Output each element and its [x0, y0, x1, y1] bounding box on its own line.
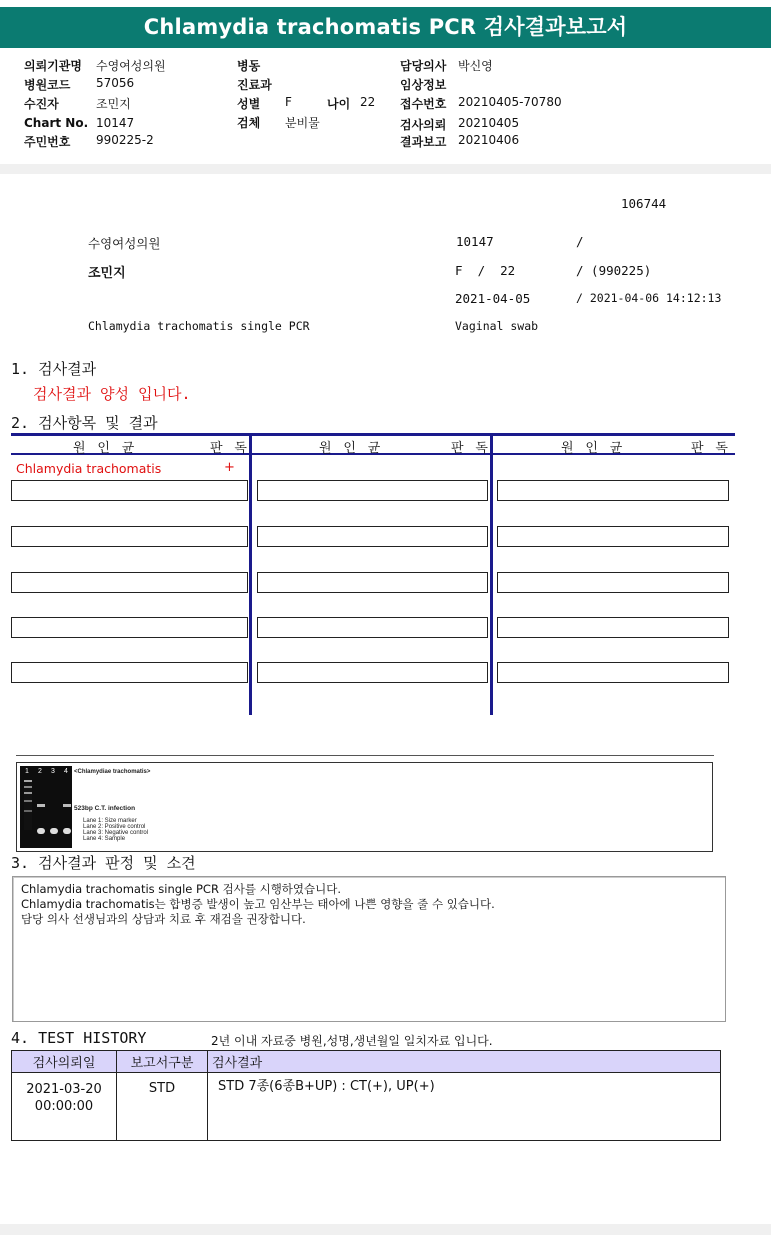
opinion-line: Chlamydia trachomatis single PCR 검사를 시행하였습니다.	[21, 882, 342, 896]
code-value: 57056	[96, 76, 135, 90]
empty-cell	[497, 617, 729, 638]
gel-band-label: 523bp C.T. infection	[74, 805, 136, 812]
col-organism-1: 원 인 균	[73, 441, 137, 456]
hospital-label: 의뢰기관명	[24, 59, 82, 73]
gel-legend-4: Lane 4: Sample	[83, 836, 126, 842]
age-value: 22	[360, 95, 376, 109]
summary-chart: 10147	[456, 234, 494, 249]
organism-result: +	[224, 460, 235, 475]
grid-top-line	[11, 433, 735, 436]
id-label: 주민번호	[24, 135, 71, 149]
lane-number: 1	[25, 768, 29, 775]
empty-cell	[497, 572, 729, 593]
opinion-box	[12, 876, 726, 1022]
summary-slash: /	[576, 234, 584, 249]
col-judgement-2: 판 독	[451, 441, 490, 456]
history-result: STD 7종(6종B+UP) : CT(+), UP(+)	[208, 1073, 721, 1141]
request-value: 20210405	[458, 116, 520, 130]
empty-cell	[497, 526, 729, 547]
summary-sample: Vaginal swab	[455, 319, 539, 333]
gel-legend-3: Lane 3: Negative control	[83, 830, 149, 836]
lane-number: 3	[51, 768, 55, 775]
summary-sex-age: F / 22	[455, 263, 516, 278]
section2-heading: 2. 검사항목 및 결과	[11, 414, 158, 432]
report-number: 106744	[621, 196, 667, 211]
footer-divider	[0, 1224, 771, 1235]
summary-patient: 조민지	[88, 266, 126, 281]
hospital-value: 수영여성의원	[96, 59, 166, 73]
empty-cell	[257, 662, 488, 683]
patient-value: 조민지	[96, 97, 131, 111]
report-label: 결과보고	[400, 135, 447, 149]
gel-title: <Chlamydiae trachomatis>	[74, 769, 151, 775]
gel-lane-marker	[24, 780, 32, 830]
doctor-label: 담당의사	[400, 59, 447, 73]
gel-primer-dimer	[37, 828, 45, 834]
grid-divider-1	[249, 433, 252, 715]
gel-legend-1: Lane 1: Size marker	[83, 818, 137, 824]
empty-cell	[11, 480, 248, 501]
summary-request-date: 2021-04-05	[455, 291, 531, 306]
gel-top-rule	[16, 755, 714, 756]
empty-cell	[257, 617, 488, 638]
report-value: 20210406	[458, 133, 520, 147]
age-label: 나이	[327, 97, 351, 111]
empty-cell	[11, 572, 248, 593]
history-date-cell	[12, 1073, 117, 1141]
request-label: 검사의뢰	[400, 118, 447, 132]
specimen-label: 검체	[237, 116, 261, 130]
col-organism-2: 원 인 균	[319, 441, 383, 456]
organism-item: Chlamydia trachomatis	[16, 461, 162, 476]
summary-test-name: Chlamydia trachomatis single PCR	[88, 319, 310, 333]
history-date: 2021-03-20	[26, 1082, 102, 1097]
header-divider	[0, 164, 771, 174]
empty-cell	[257, 572, 488, 593]
gel-electrophoresis-image	[20, 766, 72, 848]
history-col-type: 보고서구분	[117, 1051, 208, 1073]
chart-value: 10147	[96, 116, 135, 130]
gel-primer-dimer	[50, 828, 58, 834]
history-header-row	[12, 1051, 721, 1073]
history-time: 00:00:00	[34, 1099, 94, 1114]
section3-heading: 3. 검사결과 판정 및 소견	[11, 854, 196, 872]
specimen-value: 분비물	[285, 116, 320, 130]
history-type: STD	[117, 1073, 208, 1141]
section1-heading: 1. 검사결과	[11, 360, 97, 378]
lane-number: 4	[64, 768, 68, 775]
table-row	[12, 1073, 721, 1141]
history-col-result: 검사결과	[208, 1051, 721, 1073]
section4-heading: 4. TEST HISTORY	[11, 1029, 147, 1047]
receipt-value: 20210405-70780	[458, 95, 562, 109]
grid-divider-2	[490, 433, 493, 715]
empty-cell	[257, 480, 488, 501]
code-label: 병원코드	[24, 78, 71, 92]
gel-primer-dimer	[63, 828, 71, 834]
empty-cell	[257, 526, 488, 547]
col-judgement-1: 판 독	[210, 441, 249, 456]
ward-label: 병동	[237, 59, 261, 73]
doctor-value: 박신영	[458, 59, 493, 73]
summary-birth: / (990225)	[576, 263, 652, 278]
history-col-date: 검사의뢰일	[12, 1051, 117, 1073]
gel-legend-2: Lane 2: Positive control	[83, 824, 146, 830]
empty-cell	[11, 526, 248, 547]
patient-label: 수진자	[24, 97, 59, 111]
receipt-label: 접수번호	[400, 97, 447, 111]
opinion-line: 담당 의사 선생님과의 상담과 치료 후 재검을 권장합니다.	[21, 912, 306, 926]
sex-label: 성별	[237, 97, 261, 111]
id-value: 990225-2	[96, 133, 154, 147]
summary-hospital: 수영여성의원	[88, 236, 161, 251]
dept-label: 진료과	[237, 78, 272, 92]
lane-number: 2	[38, 768, 42, 775]
history-note: 2년 이내 자료중 병원,성명,생년월일 일치자료 입니다.	[211, 1034, 493, 1048]
report-title: Chlamydia trachomatis PCR 검사결과보고서	[0, 7, 771, 48]
col-organism-3: 원 인 균	[561, 441, 625, 456]
result-positive-text: 검사결과 양성 입니다.	[33, 385, 191, 403]
gel-band-sample	[63, 804, 71, 807]
clinical-label: 임상정보	[400, 78, 447, 92]
chart-label: Chart No.	[24, 116, 89, 130]
col-judgement-3: 판 독	[691, 441, 730, 456]
gel-band-positive	[37, 804, 45, 807]
sex-value: F	[285, 95, 292, 109]
history-table	[11, 1050, 721, 1141]
summary-report-date: / 2021-04-06 14:12:13	[576, 291, 722, 305]
empty-cell	[497, 662, 729, 683]
empty-cell	[11, 617, 248, 638]
empty-cell	[11, 662, 248, 683]
opinion-line: Chlamydia trachomatis는 합병증 발생이 높고 임산부는 태아에 나쁜 영향을 줄 수 있습니다.	[21, 897, 495, 911]
empty-cell	[497, 480, 729, 501]
